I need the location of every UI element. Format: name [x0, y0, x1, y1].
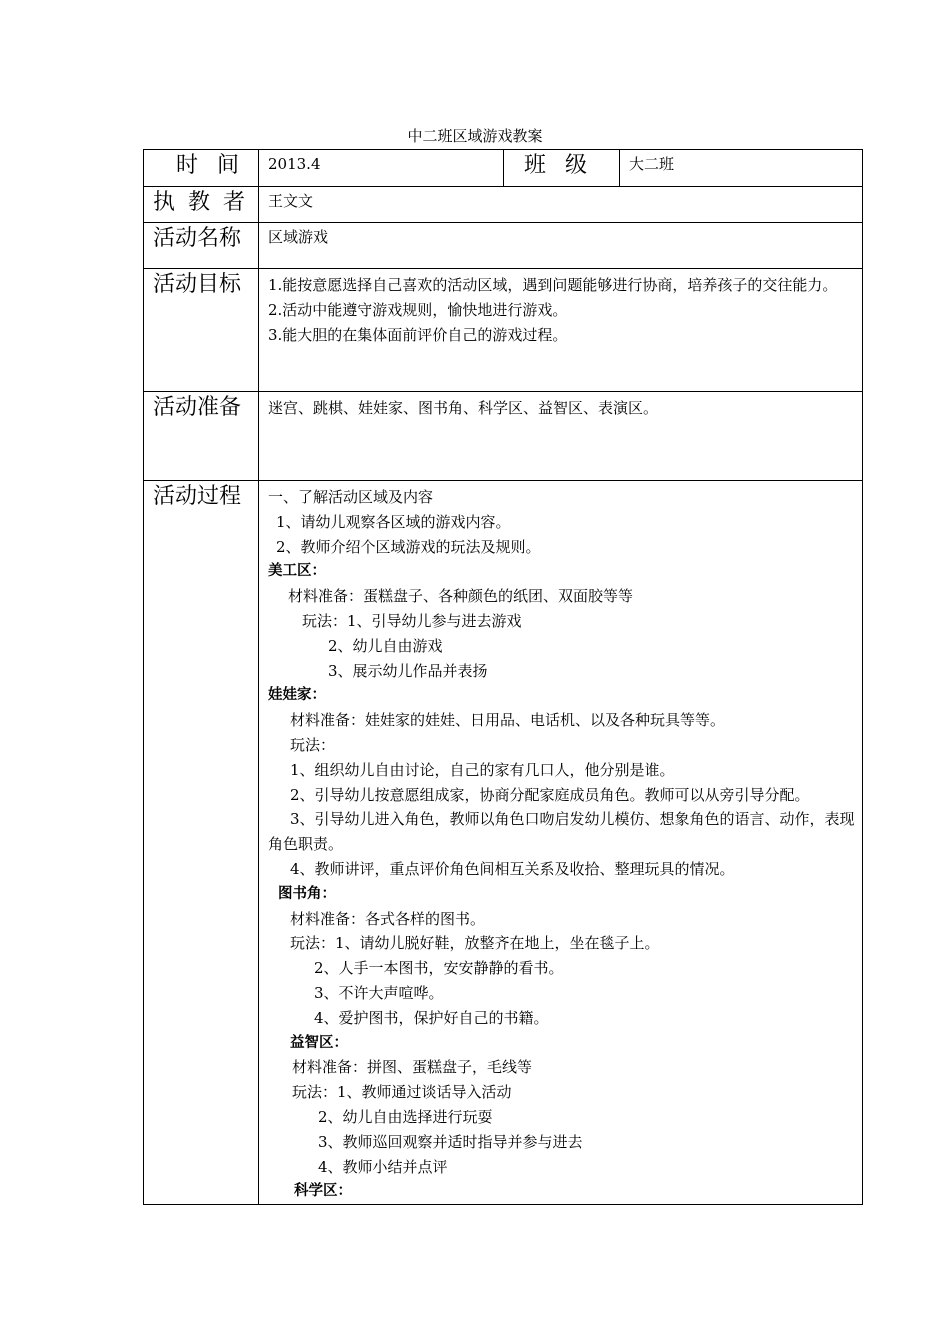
process-line: 玩法： [290, 735, 336, 754]
goal-item: 1.能按意愿选择自己喜欢的活动区域，遇到问题能够进行协商，培养孩子的交往能力。 [268, 276, 838, 294]
process-line: 1、请幼儿观察各区域的游戏内容。 [276, 512, 511, 531]
process-line: 2、幼儿自由游戏 [328, 636, 443, 655]
preparation-value: 迷宫、跳棋、娃娃家、图书角、科学区、益智区、表演区。 [259, 392, 863, 481]
row-goals [144, 269, 863, 392]
preparation-label: 活动准备 [144, 392, 259, 481]
section-heading: 美工区： [268, 563, 326, 580]
process-line: 玩法：1、引导幼儿参与进去游戏 [302, 611, 522, 630]
process-line: 玩法：1、教师通过谈话导入活动 [292, 1083, 512, 1102]
process-line: 2、引导幼儿按意愿组成家，协商分配家庭成员角色。教师可以从旁引导分配。 [290, 785, 810, 804]
process-line: 2、教师介绍个区域游戏的玩法及规则。 [276, 537, 541, 556]
process-content [259, 481, 863, 1205]
process-line: 2、人手一本图书，安安静静的看书。 [314, 959, 564, 978]
process-line: 4、教师小结并点评 [318, 1157, 448, 1176]
section-heading: 图书角： [278, 885, 336, 902]
row-activity-name [144, 223, 863, 269]
lesson-plan-table [143, 149, 863, 1205]
activity-name-value: 区域游戏 [259, 223, 863, 269]
goal-item: 3.能大胆的在集体面前评价自己的游戏过程。 [268, 326, 568, 344]
process-line: 3、教师巡回观察并适时指导并参与进去 [318, 1132, 583, 1151]
process-line: 材料准备：蛋糕盘子、各种颜色的纸团、双面胶等等 [288, 587, 634, 606]
goals-label: 活动目标 [144, 269, 259, 392]
process-line: 材料准备：娃娃家的娃娃、日用品、电话机、以及各种玩具等等。 [290, 711, 726, 730]
teacher-label: 执 教 者 [144, 187, 259, 223]
process-line: 3、引导幼儿进入角色，教师以角色口吻启发幼儿模仿、想象角色的语言、动作，表现角色职责。 [268, 810, 855, 854]
process-line: 4、教师讲评，重点评价角色间相互关系及收拾、整理玩具的情况。 [290, 859, 735, 878]
row-teacher [144, 187, 863, 223]
row-preparation [144, 392, 863, 481]
goal-item: 2.活动中能遵守游戏规则，愉快地进行游戏。 [268, 301, 568, 319]
process-label: 活动过程 [144, 481, 259, 1205]
process-line: 4、爱护图书，保护好自己的书籍。 [314, 1008, 549, 1027]
process-line: 3、不许大声喧哗。 [314, 983, 444, 1002]
teacher-value: 王文文 [259, 187, 863, 223]
class-label: 班 级 [504, 150, 620, 187]
process-line: 一、了解活动区域及内容 [268, 488, 434, 506]
process-line: 3、展示幼儿作品并表扬 [328, 661, 488, 680]
process-line: 玩法：1、请幼儿脱好鞋，放整齐在地上，坐在毯子上。 [290, 934, 660, 953]
section-heading: 益智区： [290, 1034, 348, 1051]
row-process [144, 481, 863, 1205]
section-heading: 娃娃家： [268, 687, 326, 704]
section-heading: 科学区： [294, 1183, 352, 1200]
process-line: 1、组织幼儿自由讨论，自己的家有几口人，他分别是谁。 [290, 760, 675, 779]
time-label: 时 间 [144, 150, 259, 187]
process-line: 材料准备：拼图、蛋糕盘子，毛线等 [292, 1058, 533, 1077]
class-value: 大二班 [620, 150, 863, 187]
document-title: 中二班区域游戏教案 [407, 127, 543, 145]
activity-name-label: 活动名称 [144, 223, 259, 269]
goals-content [259, 269, 863, 392]
row-time-class [144, 150, 863, 187]
process-line: 材料准备：各式各样的图书。 [290, 909, 486, 928]
process-line: 2、幼儿自由选择进行玩耍 [318, 1107, 493, 1126]
time-value: 2013.4 [259, 150, 504, 187]
